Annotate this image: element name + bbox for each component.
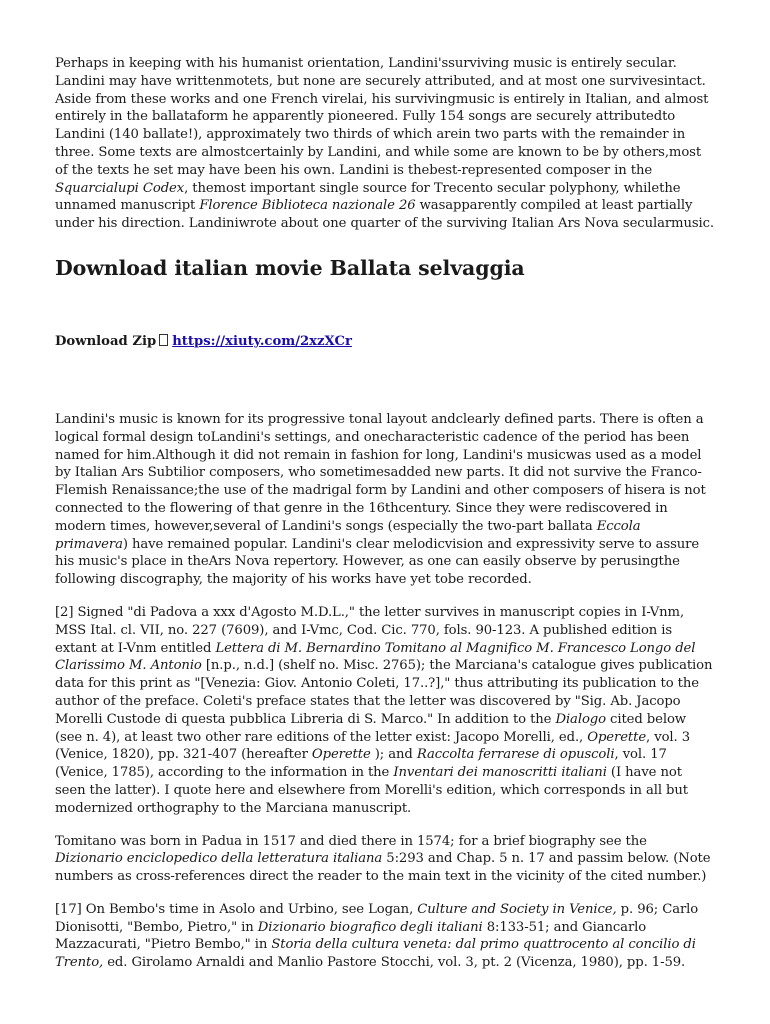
italic-title: Lettera di M. Bernardino Tomitano al Magnifico M. Francesco Longo del Clarissimo M. Antonio [55, 640, 696, 674]
text-run: p. 96; Carlo Dionisotti, "Bembo, Pietro," in [55, 901, 699, 935]
italic-title: Dialogo [555, 711, 606, 727]
italic-title: Squarcialupi Codex [55, 180, 185, 196]
italic-title: Dizionario biografico degli italiani [257, 919, 483, 935]
italic-title: Inventari dei manoscritti italiani [393, 765, 607, 781]
italic-title: Storia della cultura veneta: dal primo quattrocento al concilio di Trento, [55, 937, 696, 971]
download-row [55, 333, 715, 351]
page-heading: Download italian movie Ballata selvaggia [55, 255, 525, 280]
footnote-2 [55, 604, 715, 818]
footnote-17 [55, 901, 715, 972]
text-run: Landini's music is known for its progressive tonal layout andclearly defined parts. There is often a logical formal design toLandini's settings, and onecharacteristic cadence of the period has been named for him.Although it did not remain in fashion for long, Landini's musicwas used as a model by Italian Ars Subtilior composers, who sometimesadded new parts. It did not survive the Franco-Flemish Renaissance;the use of the madrigal form by Landini and other composers of hisera is not connected to the flowering of that genre in the 16thcentury. Since they were rediscovered in modern times, however,several of Landini's songs (especially the two-part ballata [55, 411, 706, 534]
text-run: ) have remained popular. Landini's clear melodicvision and expressivity serve to assure his music's place in theArs Nova repertory. However, as one can easily observe by perusingthe following discography, the majority of his works have yet tobe recorded. [55, 536, 700, 588]
text-run: , vol. 17 (Venice, 1785), according to the information in the [55, 747, 667, 781]
text-run: [n.p., n.d.] (shelf no. Misc. 2765); the Marciana's catalogue gives publication data for this print as "[Venezia: Giov. Antonio Coleti, 17..?]," thus attributing its publication to the author of the preface. Coleti's preface states that the letter was discovered by "Sig. Ab. Jacopo Morelli Custode di questa pubblica Libreria di S. Marco." In addition to the [55, 658, 713, 727]
italic-title: Dizionario enciclopedico della letteratura italiana [55, 851, 383, 867]
text-run: wasapparently compiled at least partially under his direction. Landiniwrote about one quarter of the surviving Italian Ars Nova secularmusic. [55, 198, 715, 232]
italic-title: Raccolta ferrarese di opuscoli [416, 747, 615, 763]
text-run: Perhaps in keeping with his humanist orientation, Landini'ssurviving music is entirely secular. Landini may have writtenmotets, but none are securely attributed, and at most one survivesintact. Aside from these works and one French virelai, his survivingmusic is entirely in Italian, and almost entirely in the ballataform he apparently pioneered. Fully 154 songs are securely attributedto Landini (140 ballate!), approximately two thirds of which arein two parts with the remainder in three. Some texts are almostcertainly by Landini, and while some are known to be by others,most of the texts he set may have been his own. Landini is thebest-represented composer in the [55, 56, 709, 178]
paragraph-landini-style [55, 411, 715, 589]
paragraph-landini-secular [55, 55, 715, 233]
italic-title: Culture and Society in Venice, [417, 901, 617, 917]
italic-title: Florence Biblioteca nazionale 26 [199, 198, 416, 214]
text-run: (I have not seen the latter). I quote here and elsewhere from Morelli's edition, which corresponds in all but modernized orthography to the Marciana manuscript. [55, 765, 688, 816]
italic-title: Operette [587, 729, 647, 745]
text-run: [17] On Bembo's time in Asolo and Urbino, see Logan, [55, 901, 418, 917]
italic-title: Operette [311, 747, 371, 763]
text-run: cited below (see n. 4), at least two other rare editions of the letter exist: Jacopo Morelli, ed., [55, 711, 686, 745]
text-run: ); and [370, 747, 417, 763]
document-page [55, 55, 715, 972]
text-run: ed. Girolamo Arnaldi and Manlio Pastore Stocchi, vol. 3, pt. 2 (Vicenza, 1980), pp. 1-59. [103, 955, 686, 971]
download-link[interactable]: https://xiuty.com/2xzXCr [172, 333, 352, 349]
text-run: [2] Signed "di Padova a xxx d'Agosto M.D.L.," the letter survives in manuscript copies in I-Vnm, MSS Ital. cl. VII, no. 227 (7609), and I-Vmc, Cod. Cic. 770, fols. 90-123. A published edition is extant at I-Vnm entitled [55, 604, 685, 656]
text-run: 8:133-51; and Giancarlo Mazzacurati, "Pietro Bembo," in [55, 919, 647, 953]
text-run: Tomitano was born in Padua in 1517 and died there in 1574; for a brief biography see the [55, 833, 647, 849]
text-run: 5:293 and Chap. 5 n. 17 and passim below. (Note numbers as cross-references direct the reader to the main text in the vicinity of the cited number.) [55, 851, 711, 885]
text-run: , vol. 3 (Venice, 1820), pp. 321-407 (hereafter [55, 729, 690, 763]
missing-glyph-icon [159, 334, 168, 346]
italic-title: Eccola primavera [55, 518, 641, 552]
paragraph-tomitano [55, 833, 715, 886]
download-label: Download Zip [55, 333, 157, 349]
text-run: , themost important single source for Trecento secular polyphony, whilethe unnamed manuscript [55, 180, 681, 214]
